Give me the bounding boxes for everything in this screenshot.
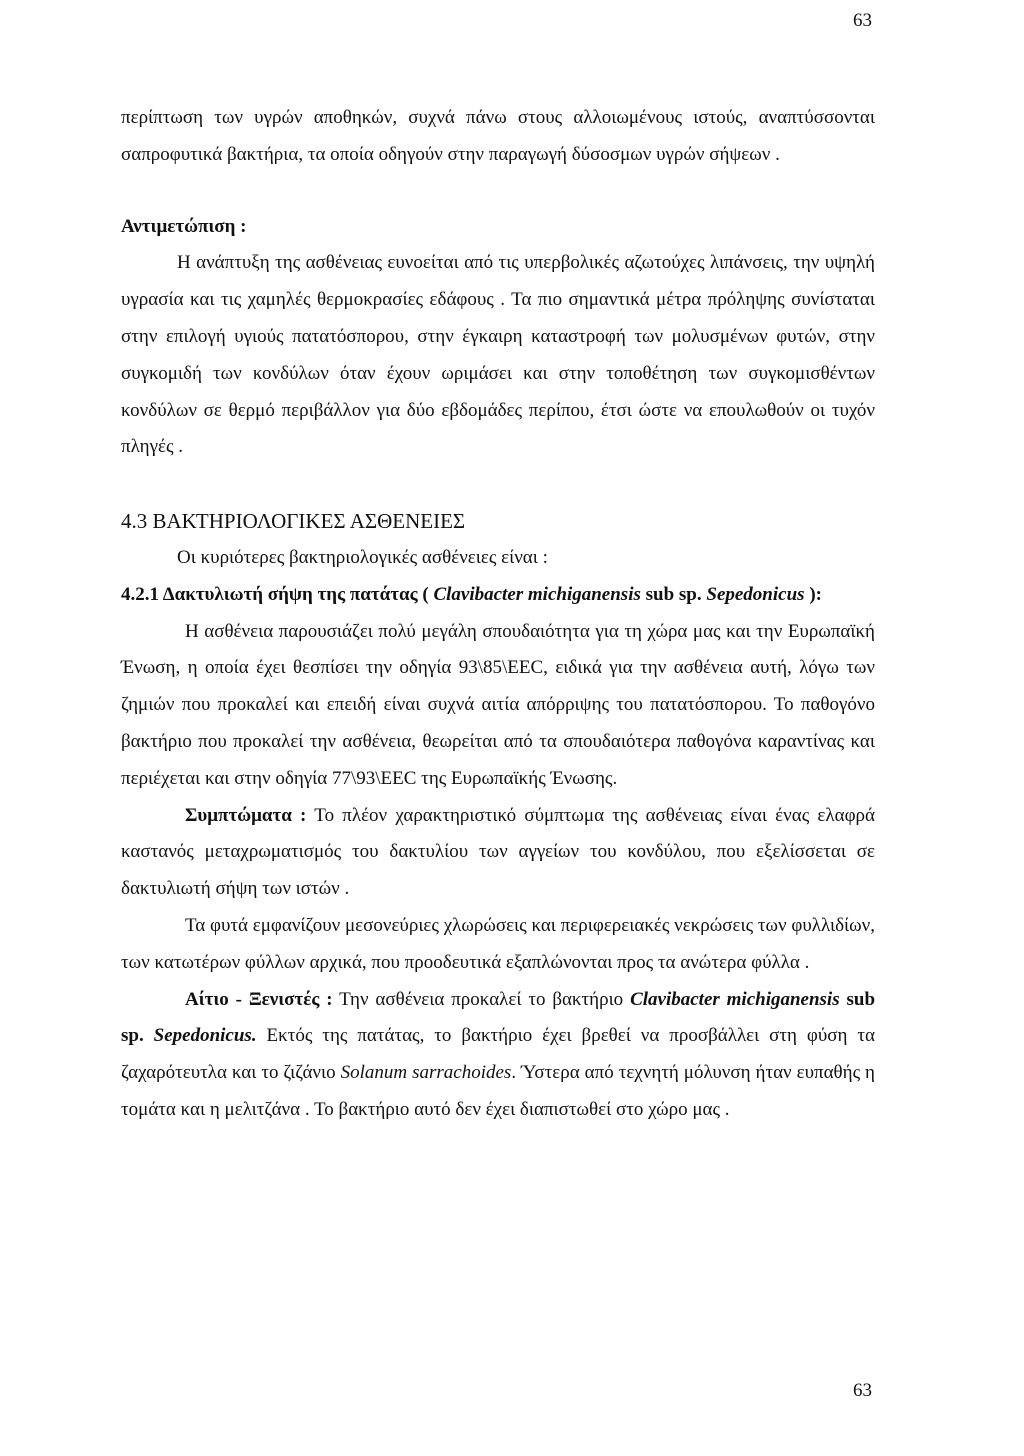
symptoms-label: Συμπτώματα : (185, 804, 307, 826)
paragraph-symptoms: Συμπτώματα : Το πλέον χαρακτηριστικό σύμπτωμα της ασθένειας είναι ένας ελαφρά καστανός μεταχρωματισμός του δακτυλίου των αγγείων του κονδύλου, που εξελίσσεται σε δακτυλιωτή σήψη των ιστών . (121, 804, 875, 900)
page-number-top: 63 (853, 10, 872, 31)
treatment-label: Αντιμετώπιση : (121, 215, 247, 237)
treatment-heading (121, 209, 875, 246)
paragraph-cause-hosts: Αίτιο - Ξενιστές : Την ασθένεια προκαλεί το βακτήριο Clavibacter michiganensis sub sp. Sepedonicus. Εκτός της πατάτας, το βακτήριο έχει βρεθεί να προσβάλλει στη φύση τα ζαχαρότευτλα και το ζιζάνιο Solanum sarrachoides. Ύστερα από τεχνητή μόλυνση ήταν ευπαθής η τομάτα και η μελιτζάνα . Το βακτήριο αυτό δεν έχει διαπιστωθεί στο χώρο μας . (121, 988, 876, 1120)
paragraph-symptoms-leaves: Τα φυτά εμφανίζουν μεσονεύριες χλωρώσεις και περιφερειακές νεκρώσεις των φυλλιδίων, των κατωτέρων φύλλων αρχικά, που προοδευτικά εξαπλώνονται προς τα ανώτερα φύλλα . (121, 914, 875, 973)
paragraph-importance: Η ασθένεια παρουσιάζει πολύ μεγάλη σπουδαιότητα για τη χώρα μας και την Ευρωπαϊκή Ένωση, η οποία έχει θεσπίσει την οδηγία 93\85\EEC, ειδικά για την ασθένεια αυτή, λόγω των ζημιών που προκαλεί και επειδή είναι συχνά αιτία απόρριψης του πατατόσπορου. Το παθογόνο βακτήριο που προκαλεί την ασθένεια, θεωρείται από τα σπουδαιότερα παθογόνα καραντίνας και περιέχεται και στην οδηγία 77\93\EEC της Ευρωπαϊκής Ένωσης. (121, 620, 875, 789)
cause-label: Αίτιο - Ξενιστές : (185, 988, 333, 1010)
paragraph-storage-rot: περίπτωση των υγρών αποθηκών, συχνά πάνω στους αλλοιωμένους ιστούς, αναπτύσσονται σαπροφυτικά βακτήρια, τα οποία οδηγούν στην παραγωγή δύσοσμων υγρών σήψεων . (121, 107, 875, 165)
subsection-heading: 4.2.1 Δακτυλιωτή σήψη της πατάτας ( Clavibacter michiganensis sub sp. Sepedonicus ): (121, 583, 822, 605)
page-body (121, 100, 875, 1129)
section-heading: 4.3 ΒΑΚΤΗΡΙΟΛΟΓΙΚΕΣ ΑΣΘΕΝΕΙΕΣ (121, 509, 466, 534)
paragraph-treatment: Η ανάπτυξη της ασθένειας ευνοείται από τις υπερβολικές αζωτούχες λιπάνσεις, την υψηλή υγρασία και τις χαμηλές θερμοκρασίες εδάφους . Τα πιο σημαντικά μέτρα πρόληψης συνίσταται στην επιλογή υγιούς πατατόσπορου, στην έγκαιρη καταστροφή των μολυσμένων φυτών, στην συγκομιδή των κονδύλων όταν έχουν ωριμάσει και στην τοποθέτηση των συγκομισθέντων κονδύλων σε θερμό περιβάλλον για δύο εβδομάδες περίπου, έτσι ώστε να επουλωθούν οι τυχόν πληγές . (121, 252, 875, 458)
section-intro: Οι κυριότερες βακτηριολογικές ασθένειες είναι : (177, 546, 548, 568)
page-number-bottom: 63 (853, 1380, 872, 1401)
